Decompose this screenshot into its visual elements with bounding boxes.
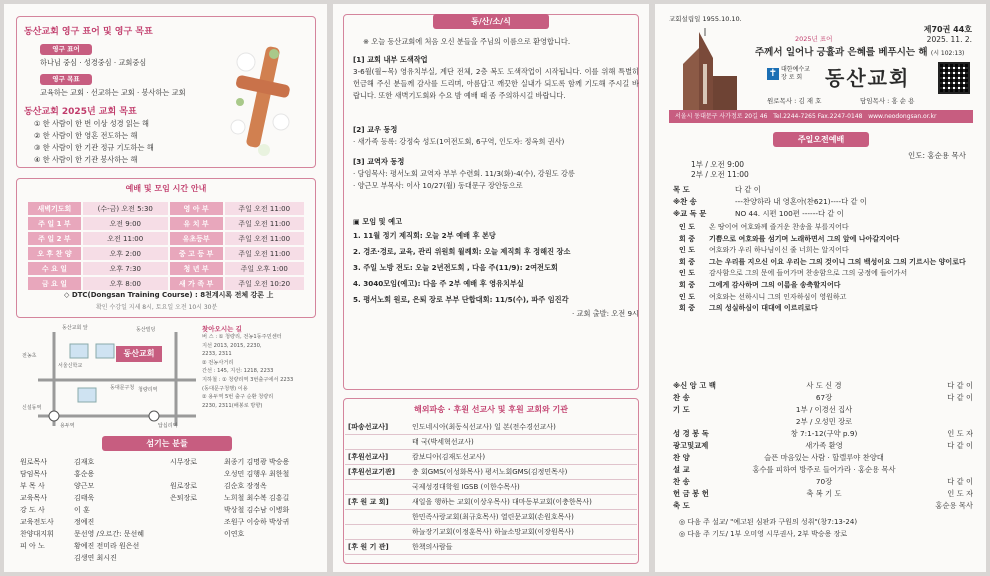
panel-news bbox=[333, 4, 649, 572]
order-cell bbox=[735, 500, 913, 512]
responsive-row bbox=[679, 257, 971, 269]
motto-text: 하나님 중심 · 성경중심 · 교회중심 bbox=[40, 58, 147, 67]
volume: 제70권 44호 bbox=[923, 25, 972, 34]
serve-names: 김재호 bbox=[74, 458, 95, 466]
schedule-cell: 오후 2:00 bbox=[83, 247, 168, 260]
schedule-cell: 새벽기도회 bbox=[28, 202, 81, 215]
service-leader: 인도: 홍순용 목사 bbox=[907, 151, 966, 160]
map-directions-list bbox=[202, 333, 322, 410]
map-label: 답십리역 bbox=[158, 423, 178, 429]
issue-date: 2025. 11. 2. bbox=[926, 35, 972, 44]
responsive-row bbox=[679, 303, 971, 315]
order-cell bbox=[913, 404, 973, 416]
responsive-reading bbox=[679, 222, 971, 315]
mission-entries: 충 회GMS(이성화목사) 평서노회GMS(김정민목사) bbox=[409, 465, 637, 480]
schedule-cell: 주일 오전 11:00 bbox=[225, 247, 304, 260]
responsive-text: 그에게 감사하며 그의 이름을 송축할지어다 bbox=[709, 280, 841, 289]
serve-role: 부 목 사 bbox=[20, 482, 45, 490]
mission-category: [후 원 기 관] bbox=[345, 540, 409, 555]
serve-names: 오성민 김행우 최한철 bbox=[224, 470, 290, 478]
founded-date: 교회설립일 1955.10.10. bbox=[669, 15, 742, 23]
schedule-cell: 주 일 2 부 bbox=[28, 232, 81, 245]
denomination bbox=[781, 66, 810, 82]
news-intro: ※ 오늘 동산교회에 처음 오신 분들을 주님의 이름으로 환영합니다. bbox=[363, 37, 571, 46]
responsive-text: 여호와는 선하시니 그의 인자하심이 영원하고 bbox=[709, 292, 847, 301]
order-cell: 다 같 이 bbox=[947, 393, 973, 402]
map-roads bbox=[18, 322, 198, 430]
order-row bbox=[673, 440, 973, 452]
serve-role: 피 아 노 bbox=[20, 542, 45, 550]
mission-row bbox=[345, 435, 637, 450]
serve-names: 양근모 bbox=[74, 482, 95, 490]
serve-row bbox=[20, 540, 170, 552]
order-cell: 인 도 자 bbox=[947, 429, 973, 438]
serve-names: 김태욱 bbox=[74, 494, 95, 502]
schedule-cell: 청 년 부 bbox=[170, 262, 223, 275]
mission-row bbox=[345, 495, 637, 510]
order-cell: 광고및교제 bbox=[673, 441, 709, 450]
news-section-title: ▣ 모임 및 예고 bbox=[353, 217, 403, 226]
serve-row bbox=[20, 468, 170, 480]
responsive-role: 인 도 bbox=[679, 246, 695, 255]
order-row bbox=[673, 208, 973, 220]
responsive-role: 인 도 bbox=[679, 269, 695, 278]
map-label: 동산교회 앞 bbox=[62, 325, 88, 331]
address-bar bbox=[669, 110, 973, 123]
map-direction-line: 버 스 : ① 청량리, 전농1동주민센터 bbox=[202, 334, 282, 340]
schedule-cell: 유 치 부 bbox=[170, 217, 223, 230]
map-label: 용두역 bbox=[60, 423, 75, 429]
service-times bbox=[691, 160, 749, 180]
order-row bbox=[673, 380, 973, 392]
news-section-body: · 새가족 등록: 강정숙 성도(1여전도회, 6구역, 인도자: 정옥희 권사) bbox=[353, 137, 565, 146]
serve-row bbox=[170, 528, 320, 540]
schedule-cell: 오전 11:00 bbox=[83, 232, 168, 245]
serve-row bbox=[20, 480, 170, 492]
serve-role: 시무장로 bbox=[170, 458, 198, 466]
map-direction-line: 2233, 2311 bbox=[202, 351, 232, 358]
responsive-role: 회 중 bbox=[679, 304, 695, 313]
qr-code-icon[interactable] bbox=[938, 62, 970, 94]
serve-role: 원로장로 bbox=[170, 482, 198, 490]
order-cell: 헌 금 봉 헌 bbox=[673, 489, 709, 498]
responsive-text: 그는 우리를 지으신 이요 우리는 그의 것이니 그의 백성이요 그의 기르시는 양이로다 bbox=[709, 257, 966, 266]
service-time: 2부 / 오전 11:00 bbox=[691, 170, 749, 179]
order-row bbox=[673, 416, 973, 428]
serve-names: 이연호 bbox=[224, 530, 245, 538]
year-motto-ref: (시 102:13) bbox=[930, 50, 965, 57]
serve-row bbox=[170, 492, 320, 504]
mission-category: [파송선교사] bbox=[345, 420, 409, 435]
news-section-body: · 담임목사: 평서노회 교역자 부부 수련회. 11/3(화)-4(수), 강원도 강릉 bbox=[353, 169, 575, 178]
order-cell: 67장 bbox=[815, 393, 833, 402]
schedule-row bbox=[28, 202, 304, 215]
order-cell: 다 같 이 bbox=[947, 477, 973, 486]
news-header: 동/산/소/식 bbox=[433, 14, 549, 29]
schedule-cell: 오후 8:00 bbox=[83, 277, 168, 290]
serve-names: 문선영 /오르간: 문선혜 bbox=[74, 530, 145, 538]
order-row bbox=[673, 464, 973, 476]
order-top bbox=[673, 184, 973, 220]
map-label: 전농초 bbox=[22, 353, 37, 359]
year-motto bbox=[755, 44, 964, 58]
mission-entries: 캄보디아(김재도선교사) bbox=[409, 450, 637, 465]
serve-names: 이 훈 bbox=[74, 506, 90, 514]
map-label: 동산빌딩 bbox=[136, 327, 156, 333]
dtc-text: ◇ DTC(Dongsan Training Course) : 8천계시록 전체 강론 上 bbox=[64, 291, 274, 299]
news-section-body: 5. 평서노회 원로, 은퇴 장로 부부 단합대회: 11/5(수), 파주 임진각 bbox=[353, 295, 569, 304]
cross-logo-icon: ✝ bbox=[768, 68, 778, 79]
news-section-body: 1. 11월 정기 제직회: 오늘 2부 예배 후 본당 bbox=[353, 231, 496, 240]
mission-row bbox=[345, 510, 637, 525]
order-cell: 축 복 기 도 bbox=[806, 489, 842, 498]
panel-info bbox=[4, 4, 327, 572]
order-cell: ※교 독 문 bbox=[673, 209, 707, 218]
mission-row bbox=[345, 465, 637, 480]
news-section-4 bbox=[353, 216, 639, 320]
order-cell: 축 도 bbox=[673, 501, 690, 510]
schedule-row bbox=[28, 262, 304, 275]
schedule-cell: 유초등부 bbox=[170, 232, 223, 245]
order-cell: 성 경 봉 독 bbox=[673, 429, 709, 438]
website-link[interactable]: www.neodongsan.or.kr bbox=[868, 113, 937, 120]
serve-row bbox=[170, 480, 320, 492]
serve-role: 교육목사 bbox=[20, 494, 48, 502]
mission-entries: 한책의사람들 bbox=[409, 540, 637, 555]
phone-fax: Tel.2244-7265 Fax.2247-0148 bbox=[773, 113, 863, 120]
news-section-title: [1] 교회 내부 도색작업 bbox=[353, 55, 428, 64]
year-motto-text: 주께서 일어나 긍휼과 은혜를 베푸시는 해 bbox=[755, 47, 928, 58]
responsive-role: 회 중 bbox=[679, 234, 695, 243]
news-section-title: [2] 교우 동정 bbox=[353, 125, 398, 134]
serve-names: 김순호 장정옥 bbox=[224, 482, 267, 490]
map-directions bbox=[202, 324, 322, 410]
order-cell: 70장 bbox=[815, 477, 833, 486]
goal-text: 교육하는 교회 · 선교하는 교회 · 봉사하는 교회 bbox=[40, 88, 186, 97]
mission-category: [후원선교기관] bbox=[345, 465, 409, 480]
map-direction-line: 2230, 2311(배봉로 방향) bbox=[202, 402, 263, 409]
mission-entries: 태 국(박세혁선교사) bbox=[409, 435, 637, 450]
serve-right bbox=[170, 456, 320, 540]
responsive-role: 인 도 bbox=[679, 292, 695, 301]
serve-role: 담임목사 bbox=[20, 470, 48, 478]
mission-category bbox=[345, 480, 409, 495]
map-direction-line: ② 용두역 5번 출구 순환 청량리 bbox=[202, 394, 274, 401]
responsive-row bbox=[679, 280, 971, 292]
denomination-line: 대한예수교 bbox=[781, 66, 810, 73]
order-cell: 다 같 이 bbox=[735, 185, 761, 194]
map-label: 서울신학교 bbox=[58, 363, 83, 369]
mission-category bbox=[345, 435, 409, 450]
serve-role: 찬양대지휘 bbox=[20, 530, 54, 538]
schedule-cell: 오후 7:30 bbox=[83, 262, 168, 275]
order-cell: 1부 / 이경선 집사 bbox=[795, 405, 853, 414]
order-cell: ---찬양하라 내 영혼아(찬621)----다 같 이 bbox=[735, 197, 867, 206]
news-section-body: 3-6월(월~목) 영유치부실, 계단 전체, 2층 복도 도색작업이 시작됩니다. 이를 위해 특별히 헌금해 주신 분들께 감사를 드리며, 아름답고 깨끗한 실내가 되도록 함께 기도해 주시길 바랍니다. 또한 새벽기도회와 수요 밤 예배 때 좀 주의하시길 바랍니다. bbox=[353, 67, 639, 100]
goal-title: 동산교회 영구 표어 및 영구 목표 bbox=[24, 27, 153, 37]
serve-role: 강 도 사 bbox=[20, 506, 45, 514]
map-direction-line: 지선 2013, 2015, 2230, bbox=[202, 342, 262, 349]
schedule-cell: 새 가 족 부 bbox=[170, 277, 223, 290]
responsive-row bbox=[679, 292, 971, 304]
schedule-cell: 수 요 일 bbox=[28, 262, 81, 275]
order-cell: 2부 / 오성민 장로 bbox=[795, 417, 853, 426]
schedule-cell: 오전 9:00 bbox=[83, 217, 168, 230]
mission-entries: 인도네시아(최동식선교사) 일 본(전수경선교사) bbox=[409, 420, 637, 435]
schedule-row bbox=[28, 232, 304, 245]
serve-role: 은퇴장로 bbox=[170, 494, 198, 502]
schedule-cell: 주일 오후 1:00 bbox=[225, 262, 304, 275]
order-cell: 슬픈 마음있는 사람 · 할렐루야 찬양대 bbox=[764, 453, 884, 462]
schedule-cell: (수-금) 오전 5:30 bbox=[83, 202, 168, 215]
map-label: 청량리역 bbox=[138, 387, 158, 393]
schedule-cell: 주일 오전 10:20 bbox=[225, 277, 304, 290]
responsive-text: 감사함으로 그의 문에 들어가며 찬송함으로 그의 궁정에 들어가서 bbox=[709, 269, 908, 278]
serve-left bbox=[20, 456, 170, 564]
next-week-note: ◎ 다음 주 설교/ "예고된 심판과 구원의 성취"(창7:13-24) bbox=[679, 518, 858, 526]
order-cell: ※찬 송 bbox=[673, 197, 697, 206]
serve-row bbox=[20, 528, 170, 540]
mission-row bbox=[345, 420, 637, 435]
schedule-cell: 영 아 부 bbox=[170, 202, 223, 215]
panel-cover bbox=[655, 4, 986, 572]
map-label: 신설동역 bbox=[22, 405, 42, 411]
news-section-body: 3. 주일 노방 전도: 오늘 2년전도회 , 다음 주(11/9): 2여전도회 bbox=[353, 263, 558, 272]
serve-row bbox=[170, 516, 320, 528]
schedule-row bbox=[28, 247, 304, 260]
schedule-row bbox=[28, 277, 304, 290]
goals-title: 동산교회 2025년 교회 목표 bbox=[24, 107, 137, 117]
responsive-role: 회 중 bbox=[679, 257, 695, 266]
mission-title: 해외파송 · 후원 선교사 및 후원 교회와 기관 bbox=[414, 405, 568, 414]
news-section-body: · 양근모 부목사: 이사 10/27(월) 동대문구 장안동으로 bbox=[353, 181, 523, 190]
order-row bbox=[673, 184, 973, 196]
responsive-role: 회 중 bbox=[679, 280, 695, 289]
serve-row bbox=[170, 456, 320, 468]
responsive-text: 기쁨으로 여호와를 섬기며 노래하면서 그의 앞에 나아갈지어다 bbox=[709, 234, 900, 243]
church-building-icon bbox=[669, 28, 741, 116]
map-church-marker: 동산교회 bbox=[116, 346, 162, 362]
service-title: 주일오전예배 bbox=[773, 132, 869, 147]
news-section-body: · 교회 출발: 오전 9시 bbox=[571, 309, 639, 318]
map-direction-line: 간선 : 145, 지선: 1218, 2233 bbox=[202, 368, 274, 375]
motto-label: 영구 표어 bbox=[40, 44, 92, 55]
order-cell: 찬 송 bbox=[673, 477, 690, 486]
serve-names: 황예진 전미라 원은선 bbox=[74, 542, 140, 550]
order-row bbox=[673, 196, 973, 208]
responsive-role: 인 도 bbox=[679, 223, 695, 231]
order-cell: 인 도 자 bbox=[947, 489, 973, 498]
schedule-table bbox=[26, 200, 306, 292]
order-cell: 찬 송 bbox=[673, 393, 690, 402]
cross-flower-icon bbox=[226, 32, 296, 162]
goal-item: ② 한 사람이 한 영혼 전도하는 해 bbox=[34, 131, 138, 140]
denomination-line: 장 로 회 bbox=[781, 74, 803, 81]
serve-row bbox=[20, 492, 170, 504]
serve-role: 교육전도사 bbox=[20, 518, 54, 526]
order-bottom bbox=[673, 380, 973, 512]
serve-names: 조원구 이승하 박상귀 bbox=[224, 518, 290, 526]
mission-row bbox=[345, 450, 637, 465]
serve-names: 최종기 김명광 박승용 bbox=[224, 458, 290, 466]
news-section-body: 4. 3040모임(예고): 다음 주 2부 예배 후 영유치부실 bbox=[353, 279, 524, 288]
senior-pastor: 담임목사 : 홍 순 용 bbox=[860, 97, 915, 105]
schedule-cell: 주일 오전 11:00 bbox=[225, 202, 304, 215]
map-label: 동대문구청 bbox=[110, 385, 135, 391]
map-direction-line: (동대문구청행) 이용 bbox=[202, 385, 248, 392]
schedule-cell: 오 후 찬 양 bbox=[28, 247, 81, 260]
order-row bbox=[673, 500, 973, 512]
news-section-title: [3] 교역자 동정 bbox=[353, 157, 405, 166]
order-cell: 목 도 bbox=[673, 185, 690, 194]
schedule-cell: 주 일 1 부 bbox=[28, 217, 81, 230]
mission-table bbox=[345, 420, 637, 555]
news-section-3 bbox=[353, 156, 639, 192]
service-time: 1부 / 오전 9:00 bbox=[691, 160, 745, 169]
next-week-note: ◎ 다음 주 기도/ 1부 오미영 시무권사, 2부 박승용 장로 bbox=[679, 530, 848, 538]
news-section-2 bbox=[353, 124, 639, 148]
serve-title: 섬기는 분들 bbox=[102, 436, 232, 451]
serve-names: 정예진 bbox=[74, 518, 95, 526]
schedule-row bbox=[28, 217, 304, 230]
schedule-title: 예배 및 모임 시간 안내 bbox=[125, 184, 207, 193]
mission-row bbox=[345, 540, 637, 555]
order-cell: NO 44. 시편 100편 ------다 같 이 bbox=[735, 209, 844, 218]
responsive-row bbox=[679, 268, 971, 280]
next-week bbox=[679, 516, 857, 540]
mission-entries: 한민족사랑교회(최규호목사) 열린문교회(손원호목사) bbox=[409, 510, 637, 525]
order-cell bbox=[913, 464, 973, 476]
schedule-cell: 중 고 등 부 bbox=[170, 247, 223, 260]
order-cell: ※신 앙 고 백 bbox=[673, 381, 716, 390]
serve-row bbox=[170, 504, 320, 516]
goal-label: 영구 목표 bbox=[40, 74, 92, 85]
motto-year: 2025년 표어 bbox=[795, 35, 833, 43]
responsive-row bbox=[679, 245, 971, 257]
order-cell: 설 교 bbox=[673, 465, 690, 474]
responsive-row bbox=[679, 234, 971, 246]
serve-row bbox=[20, 552, 170, 564]
order-cell: 찬 양 bbox=[673, 453, 690, 462]
order-cell: 다 같 이 bbox=[947, 441, 973, 450]
pastor-emeritus: 원로목사 : 김 재 호 bbox=[767, 97, 822, 105]
order-row bbox=[673, 404, 973, 416]
order-row bbox=[673, 428, 973, 440]
order-row bbox=[673, 488, 973, 500]
mission-entries: 하늘장기교회(이정훈목사) 하늘소망교회(이장원목사) bbox=[409, 525, 637, 540]
map bbox=[18, 322, 198, 430]
mission-row bbox=[345, 480, 637, 495]
order-cell bbox=[913, 416, 973, 428]
dtc-sub: 확인 수강일 지세 8시, 토요일 오전 10시 30분 bbox=[96, 304, 218, 311]
mission-category: [후 원 교 회] bbox=[345, 495, 409, 510]
goal-item: ④ 한 사람이 한 기관 봉사하는 해 bbox=[34, 155, 138, 164]
serve-role: 원로목사 bbox=[20, 458, 48, 466]
serve-names: 김생연 최시진 bbox=[74, 554, 117, 562]
order-cell: 사 도 신 경 bbox=[806, 381, 842, 390]
map-directions-title: 찾아오시는 길 bbox=[202, 325, 242, 333]
order-row bbox=[673, 392, 973, 404]
serve-names: 노희철 최수복 김흥길 bbox=[224, 494, 290, 502]
map-direction-line: 지하철 : ① 청량리역 3번출구에서 2233 bbox=[202, 376, 294, 383]
order-cell: 다 같 이 bbox=[947, 381, 973, 390]
order-cell bbox=[673, 416, 735, 428]
schedule-cell: 주일 오전 11:00 bbox=[225, 217, 304, 230]
serve-row bbox=[20, 504, 170, 516]
address: 서울시 동대문구 사가정로 20길 46 bbox=[675, 113, 768, 120]
order-cell: 창 7:1-12(구약 p.9) bbox=[790, 429, 858, 438]
goal-item: ① 한 사람이 한 번 이상 성경 읽는 해 bbox=[34, 119, 149, 128]
order-row bbox=[673, 476, 973, 488]
mission-entries: 국제성경대학원 IGSB (이한수목사) bbox=[409, 480, 637, 495]
responsive-text: 여호와가 우리 하나님이신 줄 너희는 알지어다 bbox=[709, 246, 849, 255]
mission-category bbox=[345, 510, 409, 525]
mission-category bbox=[345, 525, 409, 540]
map-direction-line: ② 전농사거리 bbox=[202, 359, 234, 366]
news-section-body: 2. 경조·경로, 교육, 관리 위원회 월례회: 오늘 제직회 후 정해진 장소 bbox=[353, 247, 571, 256]
news-section-1 bbox=[353, 54, 639, 102]
responsive-text: 온 땅이여 여호와께 즐거운 찬송을 부를지어다 bbox=[709, 223, 849, 231]
church-name: 동산교회 bbox=[825, 66, 911, 90]
order-cell: 홍순용 목사 bbox=[935, 501, 973, 510]
mission-category: [후원선교사] bbox=[345, 450, 409, 465]
serve-names: 홍순용 bbox=[74, 470, 95, 478]
serve-row bbox=[170, 468, 320, 480]
schedule-cell: 금 요 일 bbox=[28, 277, 81, 290]
order-cell: 기 도 bbox=[673, 405, 690, 414]
order-cell bbox=[913, 452, 973, 464]
goal-item: ③ 한 사람이 한 기관 정규 기도하는 해 bbox=[34, 143, 154, 152]
serve-row bbox=[20, 516, 170, 528]
serve-names: 박상철 김수남 이병화 bbox=[224, 506, 290, 514]
mission-entries: 새일을 행하는 교회(이상우목사) 대마동부교회(이충한목사) bbox=[409, 495, 637, 510]
order-cell: 새가족 환영 bbox=[805, 441, 843, 450]
schedule-cell: 주일 오전 11:00 bbox=[225, 232, 304, 245]
serve-row bbox=[20, 456, 170, 468]
responsive-row bbox=[679, 222, 971, 234]
order-row bbox=[673, 452, 973, 464]
goals-list bbox=[34, 118, 154, 166]
order-cell: 홍수를 피하여 방주로 들어가라 · 홍순용 목사 bbox=[752, 465, 896, 474]
mission-row bbox=[345, 525, 637, 540]
responsive-text: 그의 성실하심이 대대에 이르리로다 bbox=[709, 304, 818, 313]
